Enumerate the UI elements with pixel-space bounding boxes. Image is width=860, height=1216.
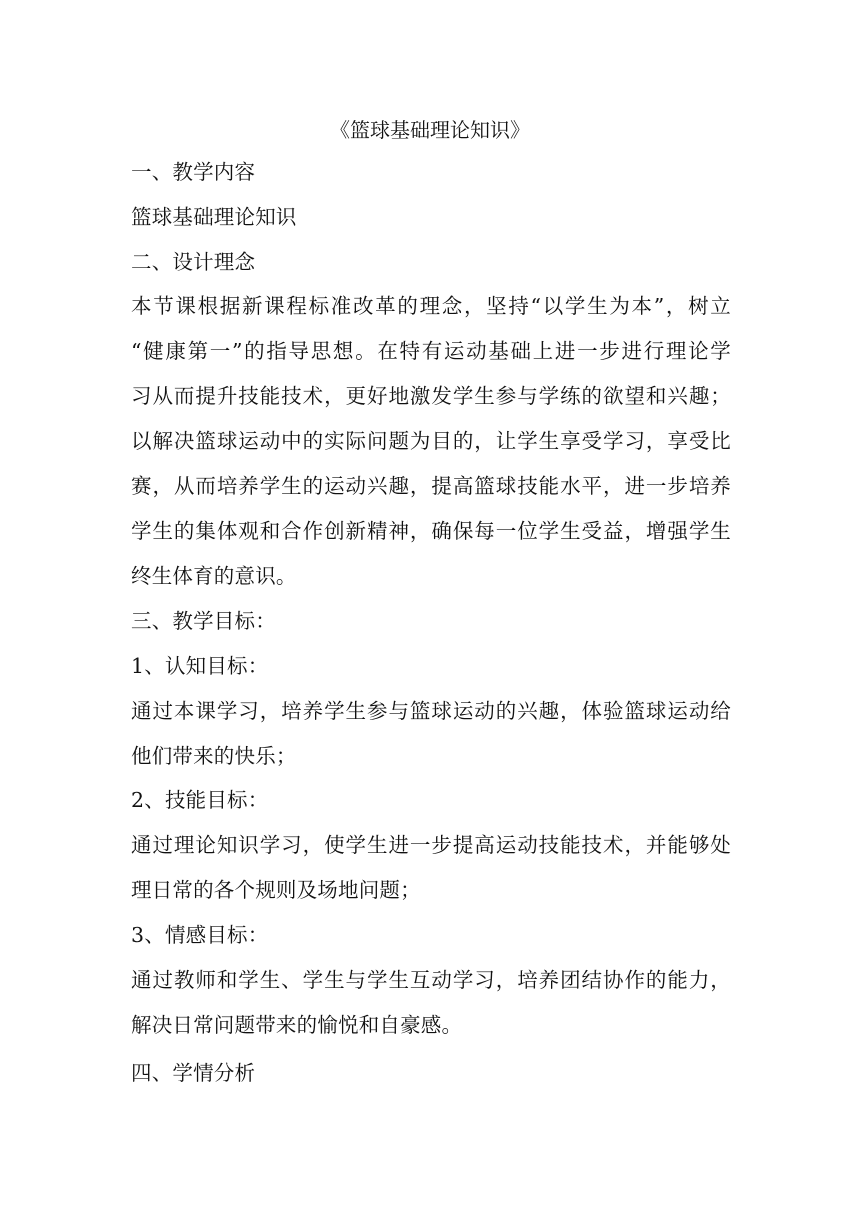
paragraph-line: 通过理论知识学习，使学生进一步提高运动技能技术，并能够处 (131, 833, 731, 857)
paragraph-line: 通过本课学习，培养学生参与篮球运动的兴趣，体验篮球运动给 (131, 699, 731, 723)
document-title: 《篮球基础理论知识》 (330, 118, 530, 142)
subheading-emotional-goal: 3、情感目标： (131, 923, 269, 947)
paragraph-line: 篮球基础理论知识 (131, 205, 297, 229)
section-heading-design-concept: 二、设计理念 (131, 250, 256, 274)
subheading-skill-goal: 2、技能目标： (131, 788, 269, 812)
paragraph-line: 他们带来的快乐； (131, 744, 297, 768)
paragraph-line: 终生体育的意识。 (131, 564, 297, 588)
paragraph-line: 通过教师和学生、学生与学生互动学习，培养团结协作的能力， (131, 968, 731, 992)
paragraph-line: 学生的集体观和合作创新精神，确保每一位学生受益，增强学生 (131, 519, 731, 543)
paragraph-line: 解决日常问题带来的愉悦和自豪感。 (131, 1013, 463, 1037)
paragraph-line: 以解决篮球运动中的实际问题为目的，让学生享受学习，享受比 (131, 429, 731, 453)
paragraph-line: 习从而提升技能技术，更好地激发学生参与学练的欲望和兴趣； (131, 384, 731, 408)
subheading-cognitive-goal: 1、认知目标： (131, 654, 269, 678)
paragraph-line: “健康第一”的指导思想。在特有运动基础上进一步进行理论学 (131, 339, 731, 363)
section-heading-teaching-content: 一、教学内容 (131, 160, 256, 184)
paragraph-line: 本节课根据新课程标准改革的理念，坚持“以学生为本”，树立 (131, 294, 731, 318)
section-heading-teaching-goals: 三、教学目标： (131, 609, 276, 633)
section-heading-student-analysis: 四、学情分析 (131, 1061, 256, 1085)
paragraph-line: 理日常的各个规则及场地问题； (131, 878, 421, 902)
paragraph-line: 赛，从而培养学生的运动兴趣，提高篮球技能水平，进一步培养 (131, 474, 731, 498)
